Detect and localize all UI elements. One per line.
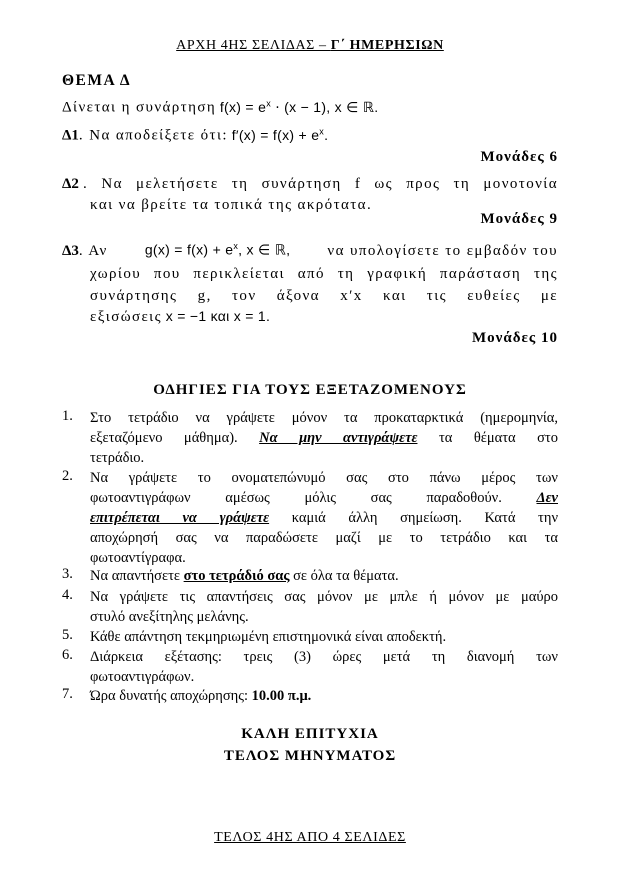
item-1-l2a: εξεταζόμενο μάθημα). xyxy=(90,430,238,446)
item-1-line1: Στο τετράδιο να γράψετε μόνον τα προκαταρκτικά (ημερομηνία, xyxy=(90,410,558,426)
intro-math-rest: ⋅ (x − 1), x ∈ ℝ. xyxy=(271,98,379,115)
item-2-emphasis-b: επιτρέπεται να γράψετε xyxy=(90,510,270,526)
item-1-line2 xyxy=(90,428,558,448)
item-2-l3b-wrap xyxy=(292,510,462,526)
item-2-line5: φωτοαντίγραφα. xyxy=(90,550,186,566)
d3-line1 xyxy=(62,241,558,260)
d1-label: Δ1 xyxy=(62,127,79,144)
item-7-l1a: Ώρα δυνατής αποχώρησης: xyxy=(90,688,248,704)
d1-text: . Να αποδείξετε ότι: xyxy=(78,127,228,144)
item-2 xyxy=(90,468,558,568)
item-7-line1 xyxy=(90,686,558,706)
d3-math-main: g(x) = f(x) + e xyxy=(144,241,234,258)
item-6-line2: φωτοαντιγράφων. xyxy=(90,669,195,685)
item-6 xyxy=(90,647,558,687)
item-2-line3 xyxy=(90,508,558,528)
item-7-time: 10.00 π.μ. xyxy=(251,688,312,704)
intro-math xyxy=(220,99,379,115)
theme-intro xyxy=(62,98,378,117)
d2-line1: . Να μελετήσετε τη συνάρτηση f ως προς τη μονοτονία xyxy=(83,176,558,192)
d3-line3: συνάρτησης g, τον άξονα x′x και τις ευθείες με xyxy=(90,288,558,304)
d3-line4-a: εξισώσεις xyxy=(90,309,162,325)
instructions-title: ΟΔΗΓΙΕΣ ΓΙΑ ΤΟΥΣ ΕΞΕΤΑΖΟΜΕΝΟΥΣ xyxy=(153,382,467,398)
item-3-line1 xyxy=(90,566,558,586)
d1-math-end: . xyxy=(324,126,329,143)
item-1-emphasis: Να μην αντιγράψετε xyxy=(259,430,418,446)
d3-label: Δ3 xyxy=(62,242,79,259)
d3-line2: χωρίου που περικλείεται από τη γραφική παράσταση της xyxy=(90,266,558,282)
item-2-emphasis-a: Δεν xyxy=(536,490,558,506)
item-3-l1b: σε όλα τα θέματα. xyxy=(293,568,399,584)
d1-math-main: f′(x) = f(x) + e xyxy=(231,126,320,143)
item-2-line2 xyxy=(90,488,558,508)
d3-math-2: , x ∈ ℝ, xyxy=(238,241,291,258)
item-4-line2: στυλό ανεξίτηλης μελάνης. xyxy=(90,609,249,625)
intro-math-main: f(x) = e xyxy=(219,98,267,115)
item-4-line1: Να γράψετε τις απαντήσεις σας μόνον με μπλε ή μόνον με μαύρο xyxy=(90,589,558,605)
item-6-number: 6. xyxy=(62,647,73,663)
item-6-line1: Διάρκεια εξέτασης: τρεις (3) ώρες μετά τη διανομή των xyxy=(90,649,558,665)
item-3-l1a: Να απαντήσετε xyxy=(90,568,180,584)
closing-line2: ΤΕΛΟΣ ΜΗΝΥΜΑΤΟΣ xyxy=(223,748,397,764)
item-5-number: 5. xyxy=(62,627,73,643)
item-1-l2b: τα θέματα στο xyxy=(438,430,559,446)
item-7 xyxy=(90,686,558,706)
page-header xyxy=(0,38,620,54)
header-right: Γ΄ ΗΜΕΡΗΣΙΩΝ xyxy=(330,38,444,53)
closing-line1: ΚΑΛΗ ΕΠΙΤΥΧΙΑ xyxy=(241,726,379,742)
item-3-number: 3. xyxy=(62,566,73,582)
item-4-number: 4. xyxy=(62,587,73,603)
item-5-line1: Κάθε απάντηση τεκμηριωμένη επιστημονικά είναι αποδεκτή. xyxy=(90,629,447,645)
theme-title: ΘΕΜΑ Δ xyxy=(62,72,132,89)
d1-math xyxy=(232,127,329,143)
d2-line2: και να βρείτε τα τοπικά της ακρότατα. xyxy=(90,197,373,213)
d1-math-sup: x xyxy=(319,126,325,136)
item-1-line3: τετράδιο. xyxy=(90,450,145,466)
page-footer xyxy=(0,830,620,846)
item-1-number: 1. xyxy=(62,408,73,424)
item-2-line4: αποχώρησή σας να παραδώσετε μαζί με το τετράδιο και τα xyxy=(90,530,558,546)
d3-line4-math: x = −1 και x = 1. xyxy=(165,308,271,324)
item-2-l3b: καμιά άλλη σημείωση. xyxy=(291,510,462,526)
d1-points: Μονάδες 6 xyxy=(480,149,558,165)
item-1 xyxy=(90,408,558,468)
intro-math-sup: x xyxy=(266,98,271,108)
item-2-l3c: Κατά την xyxy=(484,510,559,526)
d3-math-sup: x xyxy=(233,241,239,251)
d3-points: Μονάδες 10 xyxy=(471,330,558,346)
d3-line1-b: να υπολογίσετε το εμβαδόν του xyxy=(327,242,558,259)
d3-line1-a: . Αν xyxy=(78,242,108,259)
d2-points: Μονάδες 9 xyxy=(480,211,558,227)
item-5 xyxy=(90,627,558,647)
item-2-line1: Να γράψετε το ονοματεπώνυμό σας στο πάνω μέρος των xyxy=(90,470,558,486)
item-3-emphasis: στο τετράδιό σας xyxy=(183,568,290,584)
intro-text: Δίνεται η συνάρτηση xyxy=(62,99,217,116)
question-d1 xyxy=(62,126,328,145)
item-3 xyxy=(90,566,558,586)
d3-line4 xyxy=(90,308,270,326)
d3-math xyxy=(145,241,290,259)
item-4 xyxy=(90,587,558,627)
d2-label-wrap xyxy=(62,176,79,193)
footer-text: ΤΕΛΟΣ 4ΗΣ ΑΠΟ 4 ΣΕΛΙΔΕΣ xyxy=(214,830,406,845)
item-7-number: 7. xyxy=(62,686,73,702)
item-2-number: 2. xyxy=(62,468,73,484)
d2-label: Δ2 xyxy=(62,176,79,192)
header-left: ΑΡΧΗ 4ΗΣ ΣΕΛΙΔΑΣ – xyxy=(176,38,331,53)
item-2-l2a: φωτοαντιγράφων αμέσως μόλις σας παραδοθούν. xyxy=(90,490,502,506)
